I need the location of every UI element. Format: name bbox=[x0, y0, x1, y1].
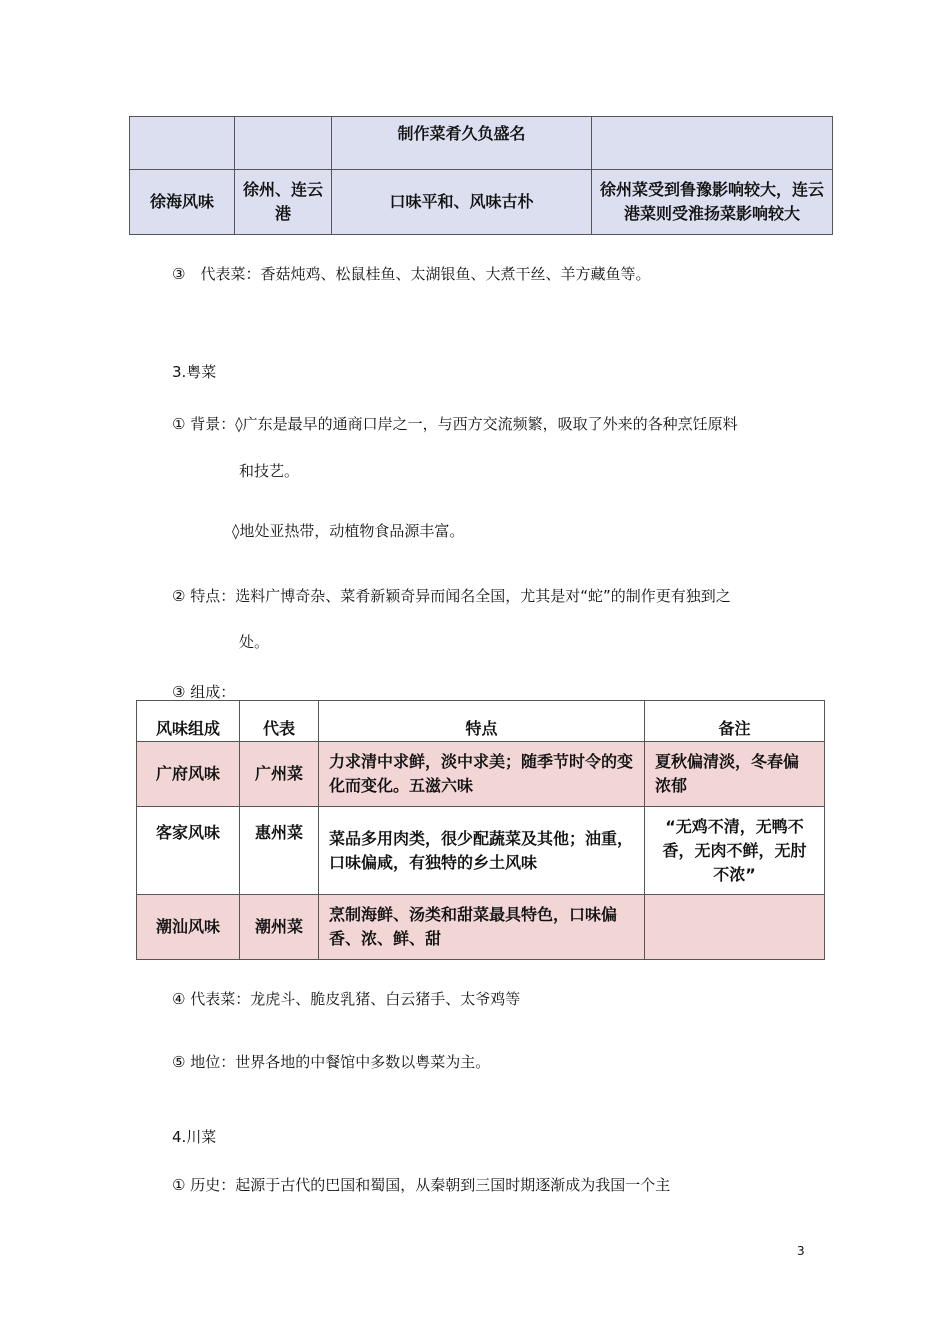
table-row bbox=[137, 895, 825, 960]
table-cell: 菜品多用肉类，很少配蔬菜及其他；油重，口味偏咸，有独特的乡土风味 bbox=[319, 807, 645, 895]
table-cell bbox=[130, 117, 235, 170]
table-cell: 夏秋偏清淡，冬春偏浓郁 bbox=[645, 742, 825, 807]
table-cell: 制作菜肴久负盛名 bbox=[332, 117, 592, 170]
section-title-yue: 3.粤菜 bbox=[172, 363, 217, 381]
table-header-row bbox=[137, 701, 825, 742]
table-cell: 口味平和、风味古朴 bbox=[332, 170, 592, 235]
yue-features-line: ② 特点：选料广博奇杂、菜肴新颖奇异而闻名全国，尤其是对“蛇”的制作更有独到之 bbox=[172, 587, 731, 605]
table-yue-flavors bbox=[136, 700, 825, 960]
table-cell: 广州菜 bbox=[240, 742, 319, 807]
table-cell: 潮州菜 bbox=[240, 895, 319, 960]
table-cell: 客家风味 bbox=[137, 807, 240, 895]
section-title-chuan: 4.川菜 bbox=[172, 1128, 217, 1146]
column-header: 风味组成 bbox=[137, 701, 240, 742]
table-row bbox=[137, 807, 825, 895]
table-cell bbox=[645, 895, 825, 960]
column-header: 备注 bbox=[645, 701, 825, 742]
page-number: 3 bbox=[797, 1244, 805, 1258]
table-row bbox=[130, 117, 833, 170]
table-cell: 惠州菜 bbox=[240, 807, 319, 895]
yue-background-line: ◊地处亚热带，动植物食品源丰富。 bbox=[232, 522, 465, 540]
table-cell: 徐州、连云港 bbox=[235, 170, 332, 235]
table-cell bbox=[235, 117, 332, 170]
column-header: 特点 bbox=[319, 701, 645, 742]
table-cell: 力求清中求鲜，淡中求美；随季节时令的变化而变化。五滋六味 bbox=[319, 742, 645, 807]
column-header: 代表 bbox=[240, 701, 319, 742]
su-representative-dishes: ③ 代表菜：香菇炖鸡、松鼠桂鱼、太湖银鱼、大煮干丝、羊方藏鱼等。 bbox=[172, 265, 651, 283]
table-cell: 徐州菜受到鲁豫影响较大，连云港菜则受淮扬菜影响较大 bbox=[592, 170, 833, 235]
table-jiangsu-flavors bbox=[129, 116, 833, 235]
table-cell: 广府风味 bbox=[137, 742, 240, 807]
yue-composition-label: ③ 组成： bbox=[172, 683, 236, 701]
yue-background-line: ① 背景：◊广东是最早的通商口岸之一，与西方交流频繁，吸取了外来的各种烹饪原料 bbox=[172, 415, 738, 433]
table-cell: 潮汕风味 bbox=[137, 895, 240, 960]
table-cell: 烹制海鲜、汤类和甜菜最具特色，口味偏香、浓、鲜、甜 bbox=[319, 895, 645, 960]
table-row bbox=[137, 742, 825, 807]
yue-status: ⑤ 地位：世界各地的中餐馆中多数以粤菜为主。 bbox=[172, 1053, 491, 1071]
yue-features-line: 处。 bbox=[239, 633, 270, 651]
table-cell: 徐海风味 bbox=[130, 170, 235, 235]
yue-background-line: 和技艺。 bbox=[239, 462, 300, 480]
table-cell: “无鸡不清，无鸭不香，无肉不鲜，无肘不浓” bbox=[645, 807, 825, 895]
yue-representative-dishes: ④ 代表菜：龙虎斗、脆皮乳猪、白云猪手、太爷鸡等 bbox=[172, 990, 521, 1008]
chuan-history: ① 历史：起源于古代的巴国和蜀国，从秦朝到三国时期逐渐成为我国一个主 bbox=[172, 1176, 671, 1194]
table-row bbox=[130, 170, 833, 235]
table-cell bbox=[592, 117, 833, 170]
